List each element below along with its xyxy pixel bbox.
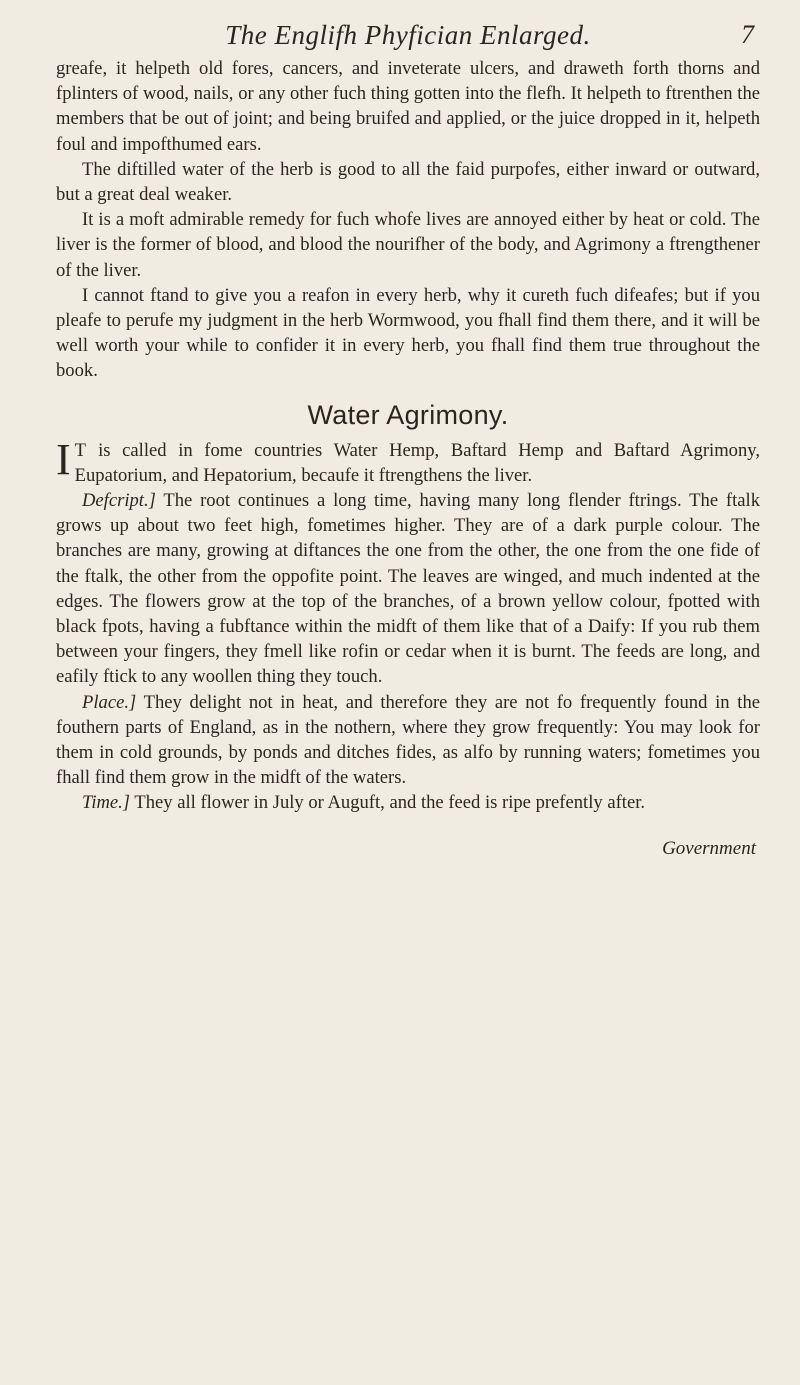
paragraph-reason: I cannot ftand to give you a reafon in every herb, why it cureth fuch difeafes; but if you pleafe to perufe my judgment in the herb Wormwood, you fhall find them there, and it will be well worth your while to confider it in every herb, you fhall find them true throughout the book. xyxy=(56,284,760,382)
running-title: The Englifh Phyfician Enlarged. xyxy=(225,20,591,50)
paragraph-descript xyxy=(56,488,760,690)
paragraph-admirable-remedy: It is a moft admirable remedy for fuch whofe lives are annoyed either by heat or cold. The liver is the former of blood, and blood the nourifher of the body, and Agrimony a ftrengthener of the liver. xyxy=(56,209,760,281)
time-label: Time.] xyxy=(82,792,131,814)
section-heading: Water Agrimony. xyxy=(307,399,509,430)
paragraph-greafe: greafe, it helpeth old fores, cancers, and inveterate ulcers, and draweth forth thorns and fplinters of wood, nails, or any other fuch thing gotten into the flefh. It helpeth to ftrenthen the members that be out of joint; and being bruifed and applied, or the juice dropped in it, helpeth foul and impofthumed ears. xyxy=(56,58,760,155)
paragraph-distilled-water: The diftilled water of the herb is good to all the faid purpofes, either inward or outward, but a great deal weaker. xyxy=(56,158,760,206)
running-head xyxy=(56,14,760,56)
paragraph-place xyxy=(56,690,760,791)
place-label: Place.] xyxy=(82,691,137,713)
catchword: Government xyxy=(662,837,756,859)
page-number: 7 xyxy=(741,20,754,49)
time-text: They all flower in July or Auguft, and the feed is ripe prefently after. xyxy=(130,792,646,814)
lead-letter: T xyxy=(74,439,87,461)
descript-text: The root continues a long time, having many long flender ftrings. The ftalk grows up about two feet high, fometimes higher. They are of a dark purple colour. The branches are many, growing at diftances the one from the other, the one from the one fide of the ftalk, the other from the oppofite point. The leaves are winged, and much indented at the edges. The flowers grow at the top of the branches, of a brown yellow colour, fpotted with black fpots, having a fubftance within the midft of them like that of a Daify: If you rub them between your fingers, they fmell like rofin or cedar when it is burnt. The feeds are long, and eafily ftick to any woollen thing they touch. xyxy=(56,490,760,688)
paragraph-intro xyxy=(56,434,760,488)
place-text: They delight not in heat, and therefore they are not fo frequently found in the fouthern parts of England, as in the nothern, where they grow frequently: You may look for them in cold grounds, by ponds and ditches fides, as alfo by running waters; fometimes you fhall find them grow in the midft of the waters. xyxy=(56,691,760,789)
book-page xyxy=(0,14,800,1385)
intro-text: is called in fome countries Water Hemp, Baftard Hemp and Baftard Agrimony, Eupatorium, and Hepatorium, becaufe it ftrengthens the liver. xyxy=(74,439,760,486)
drop-cap: I xyxy=(56,434,71,484)
descript-label: Defcript.] xyxy=(82,490,156,512)
paragraph-time xyxy=(56,790,760,815)
body-text xyxy=(56,56,760,816)
